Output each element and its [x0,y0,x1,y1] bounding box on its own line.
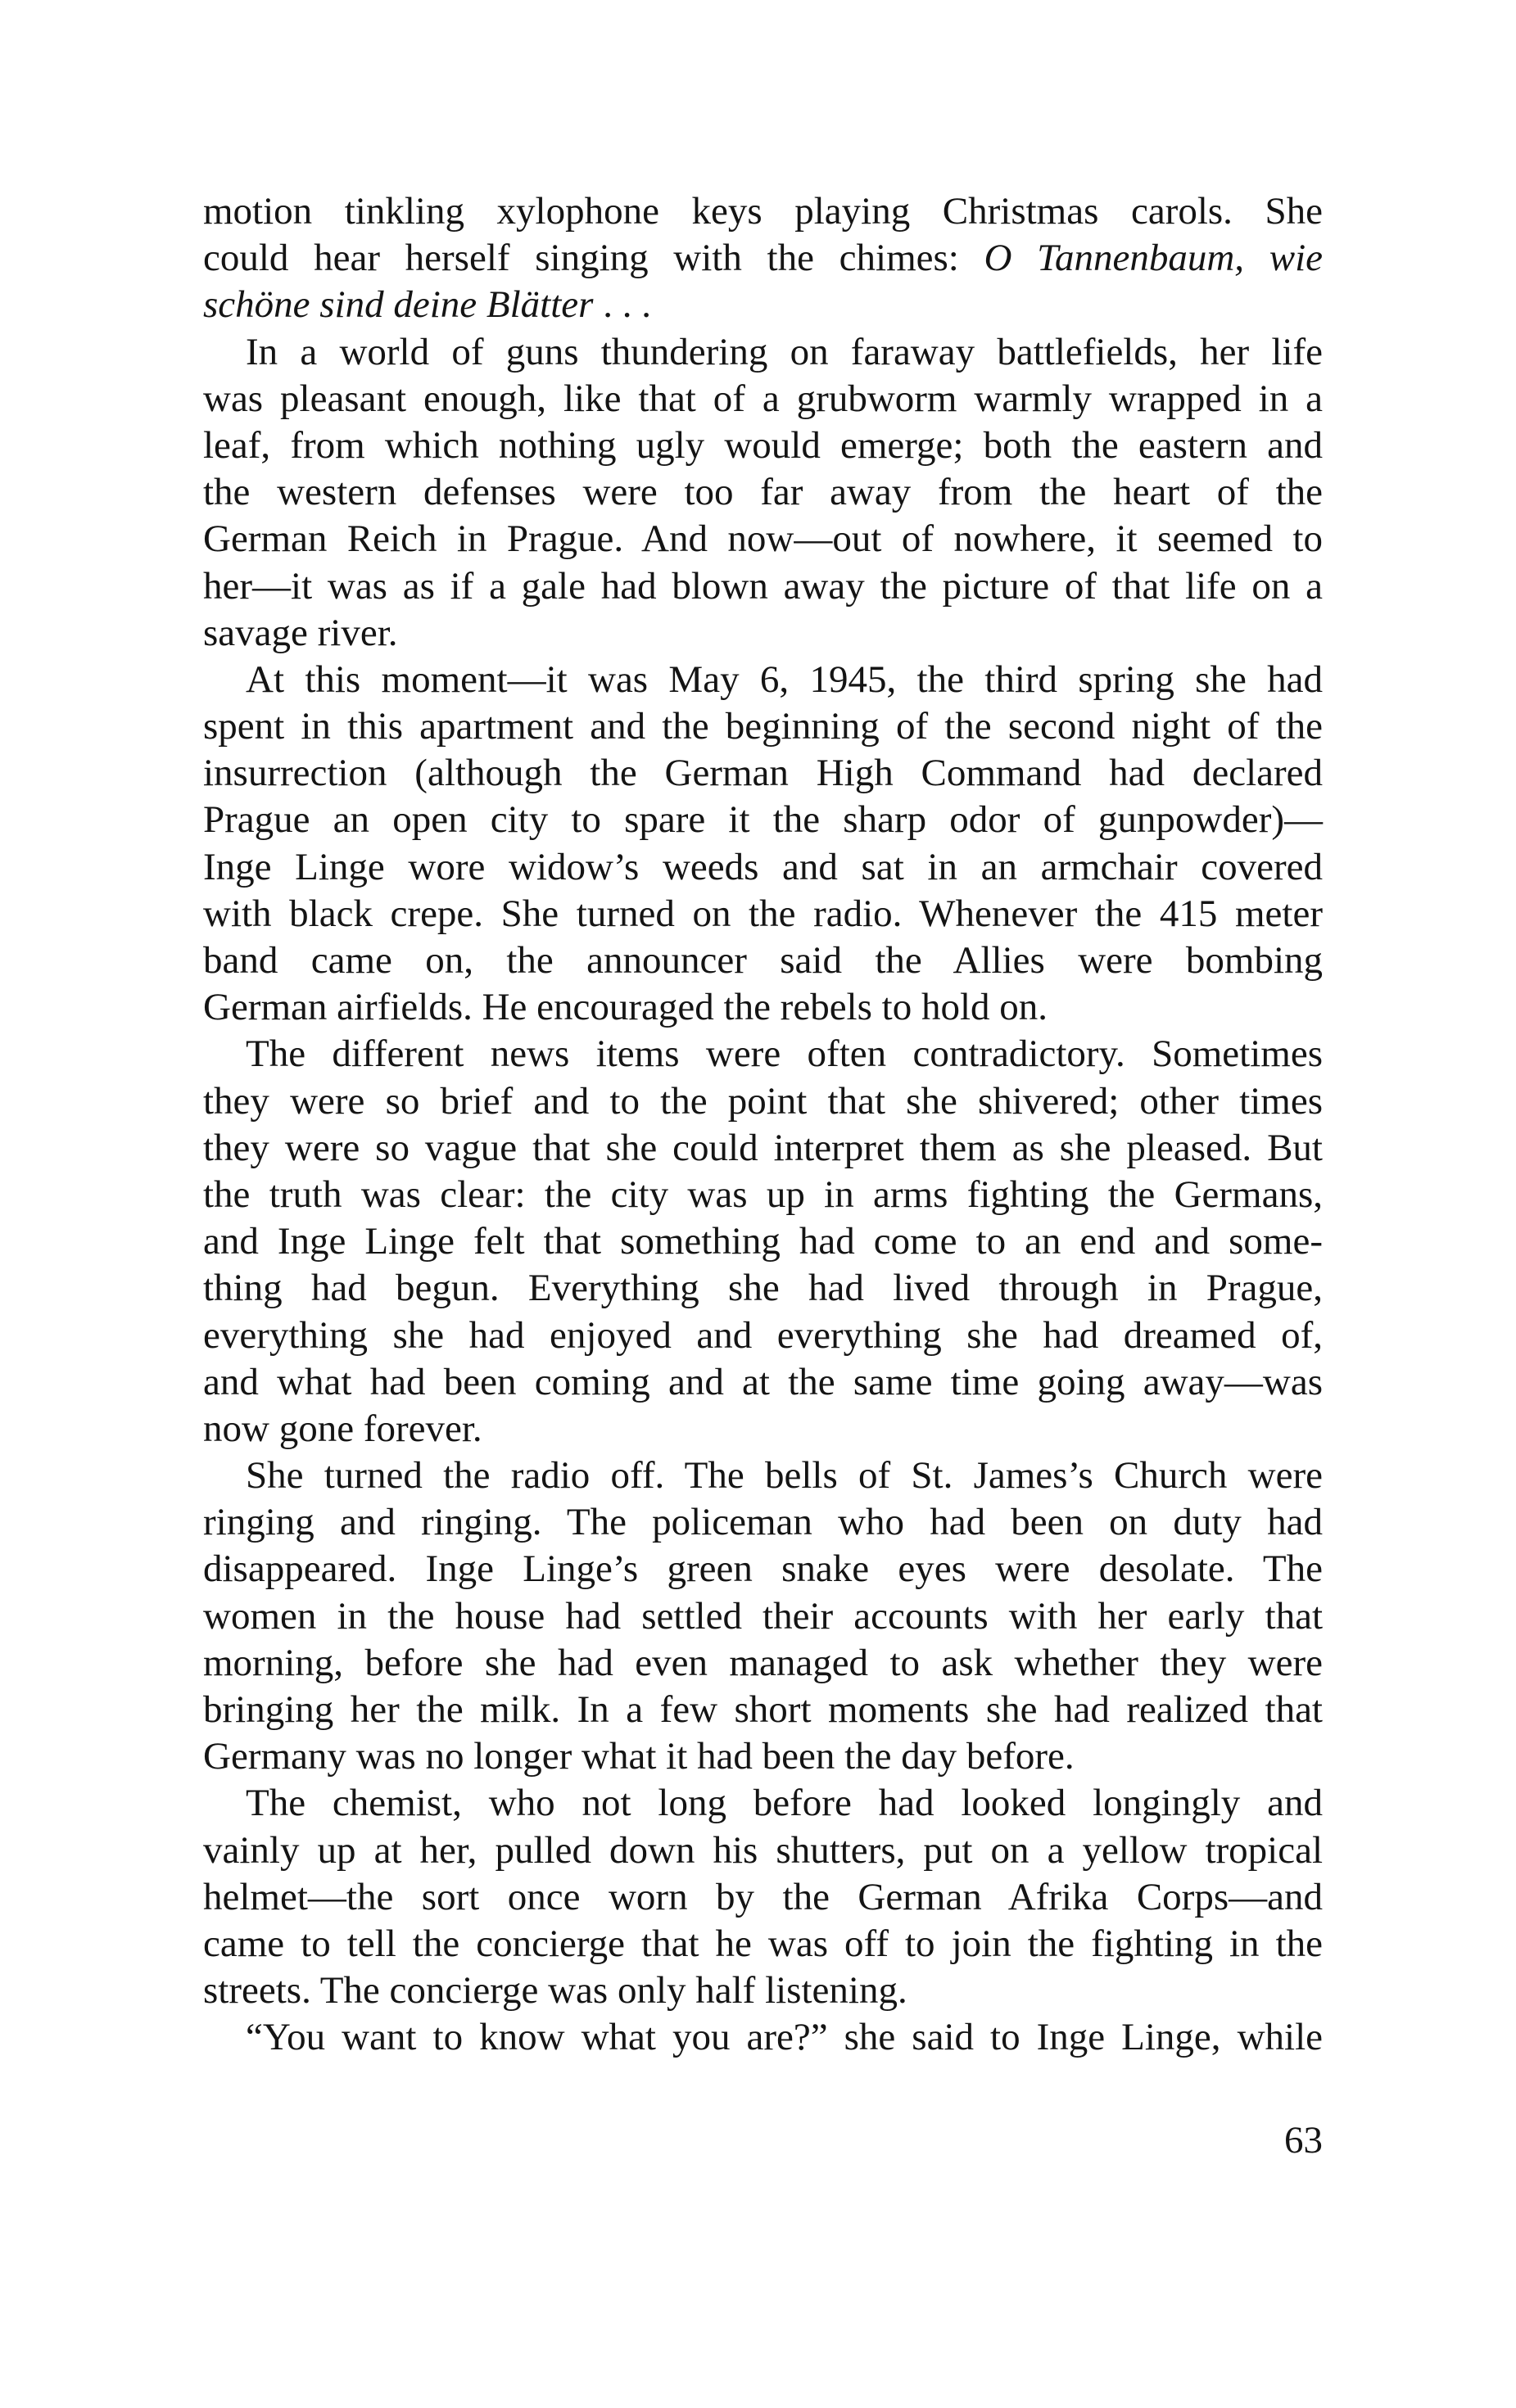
text-line [203,1546,1323,1593]
text-line [203,1406,1323,1452]
text-line [203,750,1323,797]
text-line [203,1218,1323,1265]
text-line [203,1968,1323,2014]
text-line [203,422,1323,469]
text-line [203,1874,1323,1921]
text-run: and what had been coming and at the same time going away—was [203,1360,1323,1403]
text-run: the truth was clear: the city was up in arms fighting the Germans, [203,1172,1323,1216]
text-run: morning, before she had even managed to ask whether they were [203,1641,1323,1684]
text-run: disappeared. Inge Linge’s green snake eyes were desolate. The [203,1547,1323,1591]
text-run: came to tell the concierge that he was off to join the fighting in the [203,1922,1323,1965]
text-line [203,329,1323,376]
text-run: The different news items were often contradictory. Sometimes [246,1032,1323,1076]
text-run: the western defenses were too far away from the heart of the [203,471,1323,514]
text-line [203,703,1323,750]
text-run: At this moment—it was May 6, 1945, the third spring she had [246,657,1323,701]
text-line [203,235,1323,282]
text-run: they were so vague that she could interpret them as she pleased. But [203,1126,1323,1169]
text-run: ringing and ringing. The policeman who had been on duty had [203,1501,1323,1544]
text-line [203,282,1323,328]
text-line [203,891,1323,937]
text-run: Inge Linge wore widow’s weeds and sat in an armchair covered [203,845,1323,888]
text-run: helmet—the sort once worn by the German Afrika Corps—and [203,1875,1323,1918]
text-run: German airfields. He encouraged the rebels to hold on. [203,986,1048,1029]
italic-text-run: schöne sind deine Blätter [203,283,594,327]
text-line [203,937,1323,984]
text-line [203,1359,1323,1406]
italic-text-run: O Tannenbaum, wie [984,237,1323,280]
text-run: spent in this apartment and the beginning of the second night of the [203,705,1323,748]
text-run: bringing her the milk. In a few short moments she had realized that [203,1688,1323,1731]
text-run: Germany was no longer what it had been the day before. [203,1735,1075,1778]
text-line [203,1593,1323,1640]
text-run: leaf, from which nothing ugly would emerge; both the eastern and [203,423,1323,467]
text-run: women in the house had settled their accounts with her early that [203,1594,1323,1638]
text-line [203,376,1323,422]
text-line [203,1780,1323,1827]
text-run: She turned the radio off. The bells of St. James’s Church were [246,1454,1323,1498]
page-number: 63 [1284,2119,1323,2162]
text-line [203,1499,1323,1546]
text-run: with black crepe. She turned on the radio. Whenever the 415 meter [203,892,1323,935]
text-run: Prague an open city to spare it the sharp odor of gunpowder)— [203,798,1323,842]
text-run: streets. The concierge was only half listening. [203,1969,907,2013]
text-run: vainly up at her, pulled down his shutters, put on a yellow tropical [203,1828,1323,1872]
text-run: savage river. [203,611,398,654]
text-line [203,563,1323,610]
text-line [203,797,1323,843]
text-run: everything she had enjoyed and everything she had dreamed of, [203,1313,1323,1357]
text-line [203,610,1323,657]
text-line [203,1031,1323,1078]
text-run: In a world of guns thundering on faraway battlefields, her life [246,330,1323,373]
text-line [203,844,1323,891]
text-line [203,516,1323,562]
text-line [203,1125,1323,1172]
text-line [203,1265,1323,1312]
text-run: thing had begun. Everything she had lived through in Prague, [203,1267,1323,1310]
text-run: motion tinkling xylophone keys playing Christmas carols. She [203,190,1323,233]
text-run: “You want to know what you are?” she said to Inge Linge, while [246,2016,1323,2059]
text-line [203,1921,1323,1968]
text-line [203,1172,1323,1218]
text-run: now gone forever. [203,1407,482,1450]
text-line [203,2014,1323,2061]
text-line [203,984,1323,1031]
text-run: was pleasant enough, like that of a grubworm warmly wrapped in a [203,377,1323,420]
body-text [203,188,1323,2062]
text-run: band came on, the announcer said the Allies were bombing [203,939,1323,982]
text-line [203,469,1323,516]
text-line [203,1687,1323,1733]
text-run: German Reich in Prague. And now—out of nowhere, it seemed to [203,517,1323,561]
text-run: could hear herself singing with the chimes: [203,237,984,280]
text-line [203,1733,1323,1780]
text-run: her—it was as if a gale had blown away the picture of that life on a [203,564,1323,608]
text-line [203,1827,1323,1874]
text-run: . . . [593,283,651,327]
text-line [203,1452,1323,1499]
text-line [203,1312,1323,1359]
text-line [203,188,1323,235]
text-run: insurrection (although the German High Command had declared [203,752,1323,795]
text-line [203,1078,1323,1125]
text-run: they were so brief and to the point that she shivered; other times [203,1079,1323,1123]
text-line [203,657,1323,703]
text-run: and Inge Linge felt that something had come to an end and some- [203,1220,1323,1263]
text-line [203,1640,1323,1687]
text-run: The chemist, who not long before had looked longingly and [246,1782,1323,1825]
